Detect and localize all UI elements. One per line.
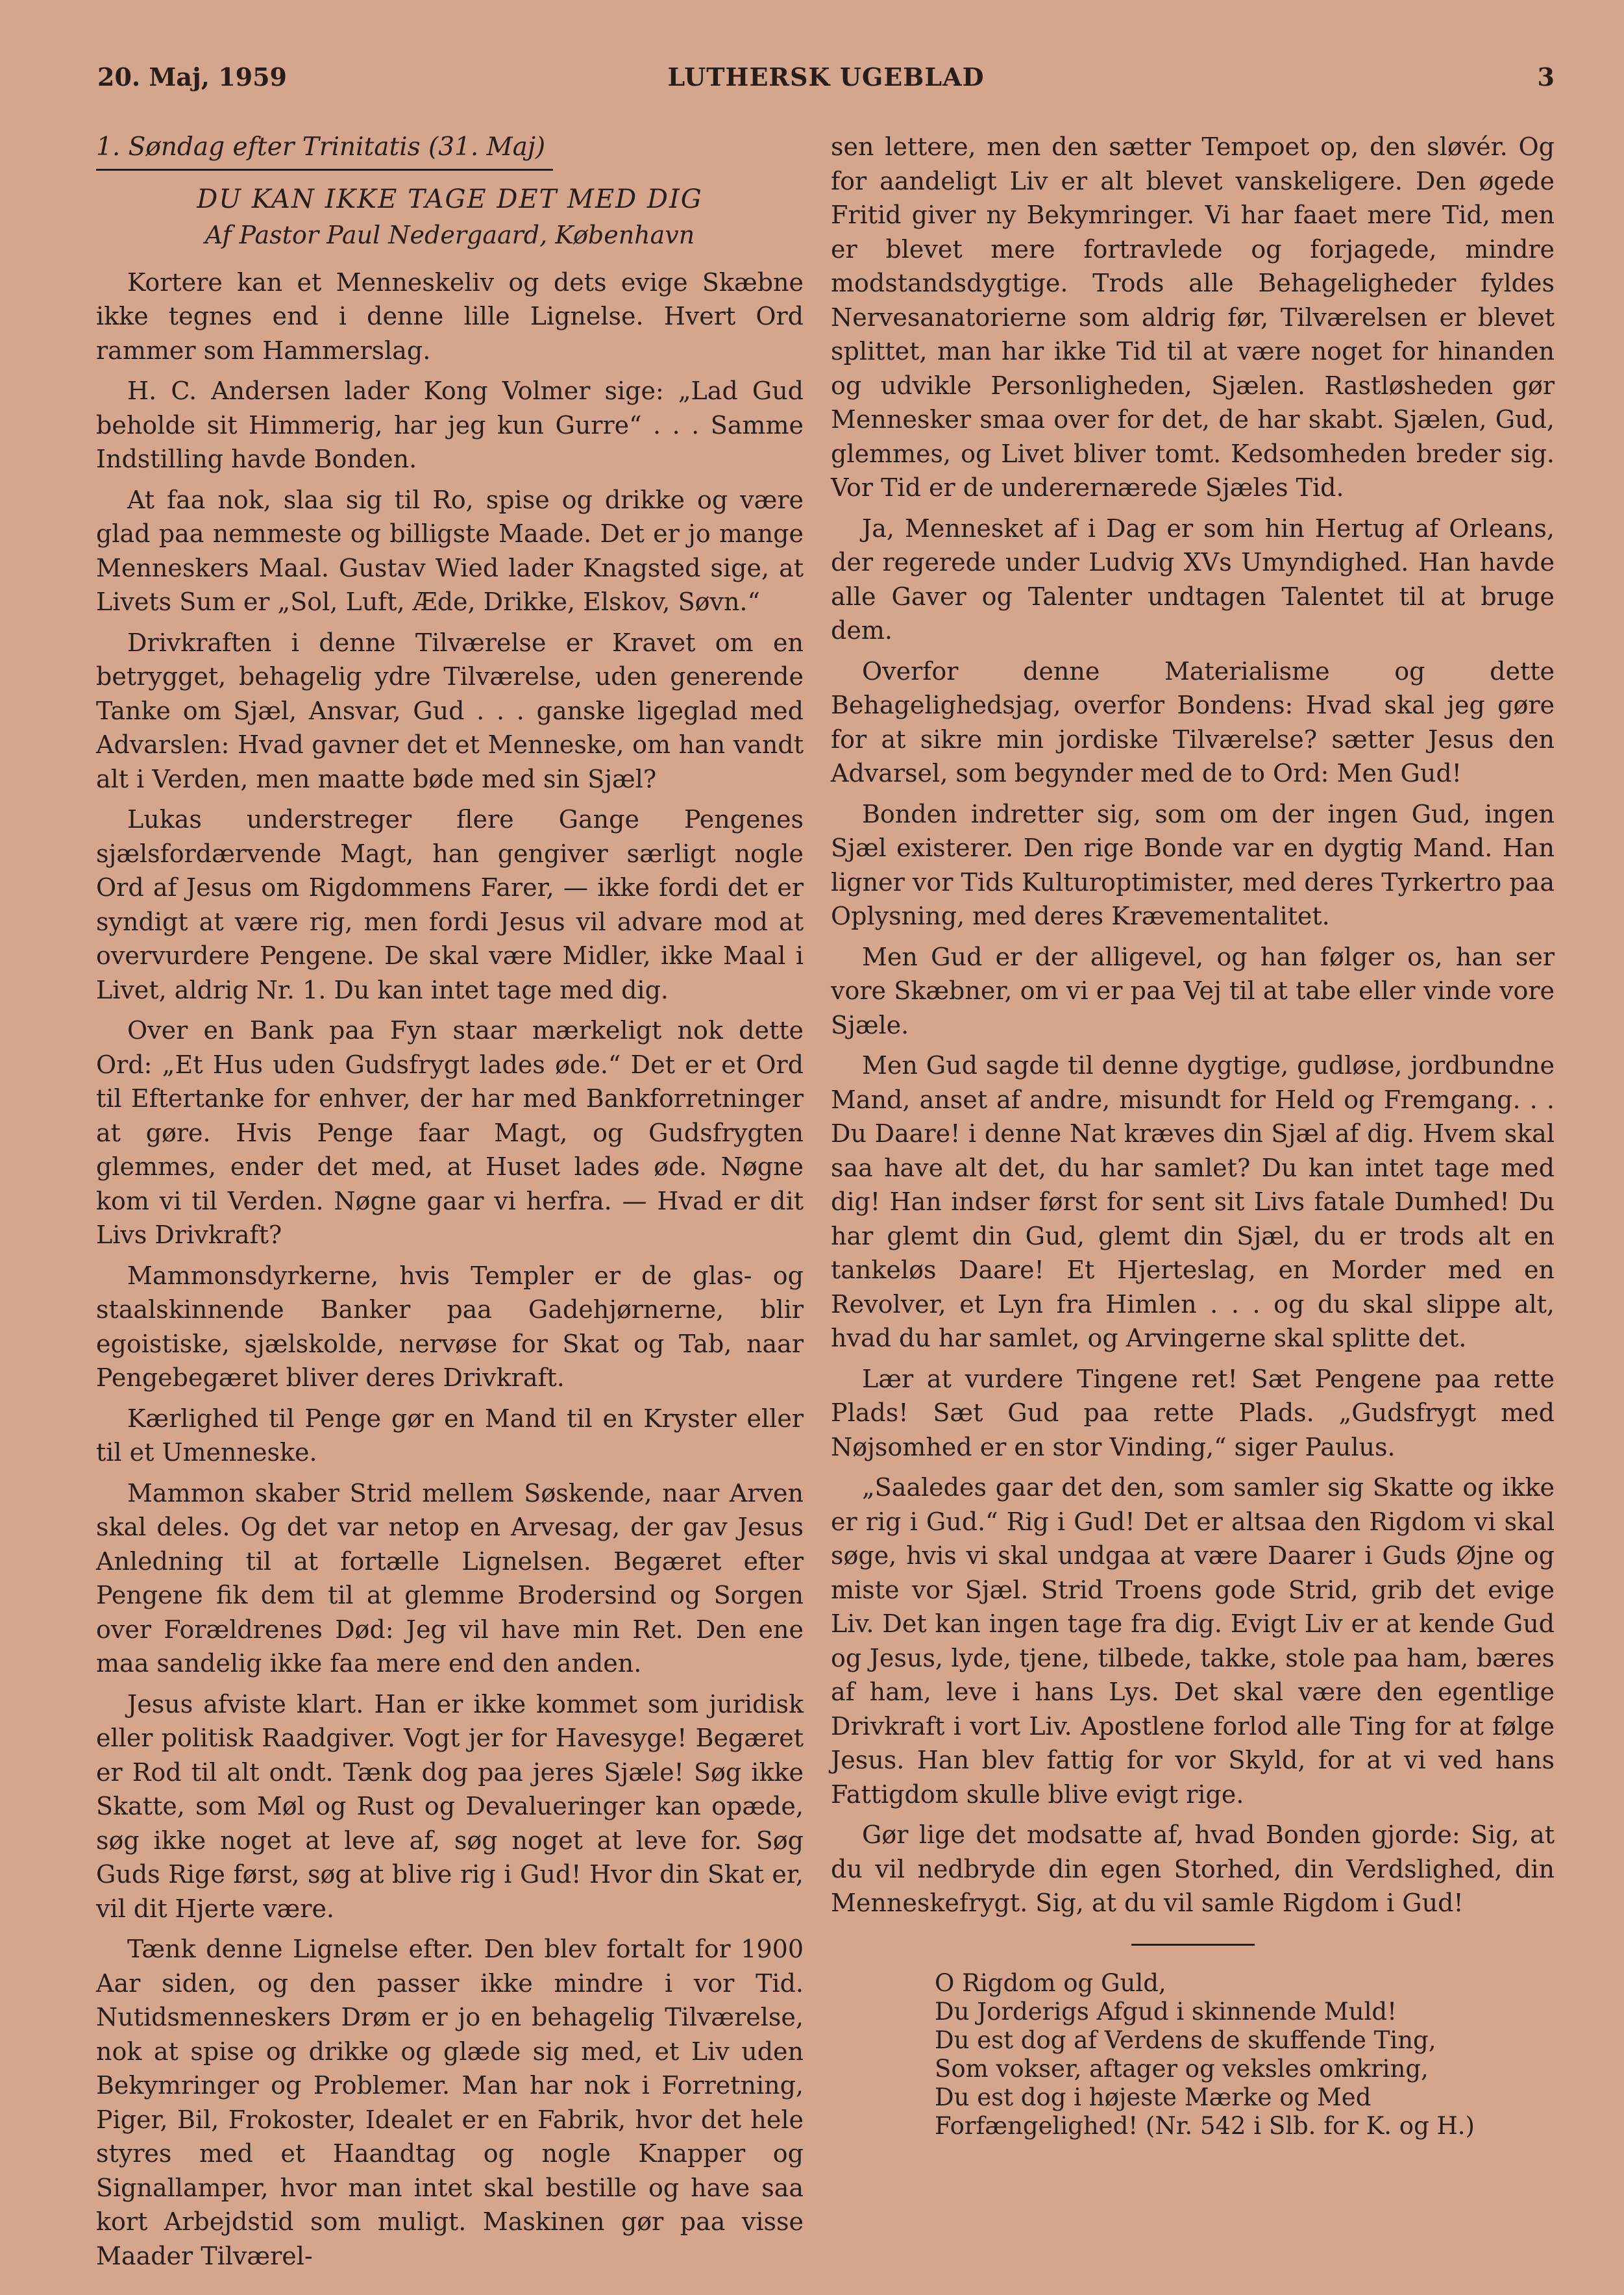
article-title: DU KAN IKKE TAGE DET MED DIG (197, 184, 703, 214)
paragraph: At faa nok, slaa sig til Ro, spise og drikke og være glad paa nemmeste og billigste Maade. Det er jo mange Menneskers Maal. Gustav Wied lader Knagsted sige, at Livets Sum er „Sol, Luft, Æde, Drikke, Elskov, Søvn.“ (96, 485, 804, 616)
page-number: 3 (1537, 62, 1555, 92)
hymn-verse (935, 1969, 1555, 2140)
sunday-heading: 1. Søndag efter Trinitatis (31. Maj) (96, 130, 553, 171)
paragraph: Over en Bank paa Fyn staar mærkeligt nok dette Ord: „Et Hus uden Gudsfrygt lades øde.“ Det er et Ord til Eftertanke for enhver, der har med Bankforretninger at gøre. Hvis Penge faar Magt, og Gudsfrygten glemmes, ender det med, at Huset lades øde. Nøgne kom vi til Verden. Nøgne gaar vi herfra. — Hvad er dit Livs Drivkraft? (96, 1016, 804, 1249)
paragraph: Gør lige det modsatte af, hvad Bonden gjorde: Sig, at du vil nedbryde din egen Storhed, din Verdslighed, din Menneskefrygt. Sig, at du vil samle Rigdom i Gud! (831, 1820, 1555, 1917)
hymn-line: Du est dog i højeste Mærke og Med (935, 2083, 1372, 2111)
paragraph: Bonden indretter sig, som om der ingen Gud, ingen Sjæl existerer. Den rige Bonde var en dygtig Mand. Han ligner vor Tids Kulturoptimister, med deres Tyrkertro paa Oplysning, med deres Krævementalitet. (831, 799, 1555, 930)
paragraph: H. C. Andersen lader Kong Volmer sige: „Lad Gud beholde sit Himmerig, har jeg kun Gurre“ . . . Samme Indstilling havde Bonden. (96, 377, 804, 473)
hymn-line: Forfængelighed! (Nr. 542 i Slb. for K. og H.) (935, 2111, 1475, 2140)
paragraph: Mammon skaber Strid mellem Søskende, naar Arven skal deles. Og det var netop en Arvesag, der gav Jesus Anledning til at fortælle Lignelsen. Begæret efter Pengene fik dem til at glemme Brodersind og Sorgen over Forældrenes Død: Jeg vil have min Ret. Den ene maa sandelig ikke faa mere end den anden. (96, 1478, 804, 1678)
hymn-line: O Rigdom og Guld, (935, 1968, 1166, 1997)
hymn-line: Du est dog af Verdens de skuffende Ting, (935, 2026, 1436, 2054)
paragraph: „Saaledes gaar det den, som samler sig Skatte og ikke er rig i Gud.“ Rig i Gud! Det er altsaa den Rigdom vi skal søge, hvis vi skal undgaa at være Daarer i Guds Øjne og miste vor Sjæl. Strid Troens gode Strid, grib det evige Liv. Det kan ingen tage fra dig. Evigt Liv er at kende Gud og Jesus, lyde, tjene, tilbede, takke, stole paa ham, bæres af ham, leve i hans Lys. Det skal være den egentlige Drivkraft i vort Liv. Apostlene forlod alle Ting for at følge Jesus. Han blev fattig for vor Skyld, for at vi ved hans Fattigdom skulle blive evigt rige. (831, 1473, 1555, 1809)
paragraph: Drivkraften i denne Tilværelse er Kravet om en betrygget, behagelig ydre Tilværelse, uden generende Tanke om Sjæl, Ansvar, Gud . . . ganske ligeglad med Advarslen: Hvad gavner det et Menneske, om han vandt alt i Verden, men maatte bøde med sin Sjæl? (96, 628, 804, 793)
article-author: Af Pastor Paul Nedergaard, København (204, 220, 695, 249)
paragraph: Men Gud sagde til denne dygtige, gudløse, jordbundne Mand, anset af andre, misundt for Held og Fremgang. . . Du Daare! i denne Nat kræves din Sjæl af dig. Hvem skal saa have alt det, du har samlet? Du kan intet tage med dig! Han indser først for sent sit Livs fatale Dumhed! Du har glemt din Gud, glemt din Sjæl, du er trods alt en tankeløs Daare! Et Hjerteslag, en Morder med en Revolver, et Lyn fra Himlen . . . og du skal slippe alt, hvad du har samlet, og Arvingerne skal splitte det. (831, 1051, 1555, 1352)
paragraph: Overfor denne Materialisme og dette Behagelighedsjag, overfor Bondens: Hvad skal jeg gøre for at sikre min jordiske Tilværelse? sætter Jesus den Advarsel, som begynder med de to Ord: Men Gud! (831, 656, 1555, 788)
paragraph: Tænk denne Lignelse efter. Den blev fortalt for 1900 Aar siden, og den passer ikke mindre i vor Tid. Nutidsmenneskers Drøm er jo en behagelig Tilværelse, nok at spise og drikke og glæde sig med, et Liv uden Bekymringer og Problemer. Man har nok i Forretning, Piger, Bil, Frokoster, Idealet er en Fabrik, hvor det hele styres med et Haandtag og nogle Knapper og Signallamper, hvor man intet skal bestille og have saa kort Arbejdstid som muligt. Maskinen gør paa visse Maader Tilværel- (96, 1935, 804, 2270)
paragraph: Jesus afviste klart. Han er ikke kommet som juridisk eller politisk Raadgiver. Vogt jer for Havesyge! Begæret er Rod til alt ondt. Tænk dog paa jeres Sjæle! Søg ikke Skatte, som Møl og Rust og Devalueringer kan opæde, søg ikke noget at leve af, søg noget at leve for. Søg Guds Rige først, søg at blive rig i Gud! Hvor din Skat er, vil dit Hjerte være. (96, 1689, 804, 1923)
issue-date: 20. Maj, 1959 (97, 62, 287, 92)
paragraph: Lær at vurdere Tingene ret! Sæt Pengene paa rette Plads! Sæt Gud paa rette Plads. „Gudsfrygt med Nøjsomhed er en stor Vinding,“ siger Paulus. (831, 1364, 1555, 1461)
publication-title: LUTHERSK UGEBLAD (667, 62, 985, 92)
paragraph: Men Gud er der alligevel, og han følger os, han ser vore Skæbner, om vi er paa Vej til at tabe eller vinde vore Sjæle. (831, 942, 1555, 1039)
paragraph: Ja, Mennesket af i Dag er som hin Hertug af Orleans, der regerede under Ludvig XVs Umyndighed. Han havde alle Gaver og Talenter undtagen Talentet til at bruge dem. (831, 514, 1555, 645)
paragraph: Lukas understreger flere Gange Pengenes sjælsfordærvende Magt, han gengiver særligt nogle Ord af Jesus om Rigdommens Farer, — ikke fordi det er syndigt at være rig, men fordi Jesus vil advare mod at overvurdere Pengene. De skal være Midler, ikke Maal i Livet, aldrig Nr. 1. Du kan intet tage med dig. (96, 805, 804, 1004)
left-column (96, 130, 804, 2279)
paragraph-continued: sen lettere, men den sætter Tempoet op, den sløvér. Og for aandeligt Liv er alt blevet vanskeligere. Den øgede Fritid giver ny Bekymringer. Vi har faaet mere Tid, men er blevet mere fortravlede og forjagede, mindre modstandsdygtige. Trods alle Behageligheder fyldes Nervesanatorierne som aldrig før, Tilværelsen er blevet splittet, man har ikke Tid til at være noget for hinanden og udvikle Personligheden, Sjælen. Rastløsheden gør Mennesker smaa over for det, de har skabt. Sjælen, Gud, glemmes, og Livet bliver tomt. Kedsomheden breder sig. Vor Tid er de underernærede Sjæles Tid. (831, 132, 1555, 502)
page-header (97, 62, 1555, 108)
paragraph: Kærlighed til Penge gør en Mand til en Kryster eller til et Umenneske. (96, 1404, 804, 1467)
section-divider (1131, 1944, 1255, 1946)
paragraph: Kortere kan et Menneskeliv og dets evige Skæbne ikke tegnes end i denne lille Lignelse. Hvert Ord rammer som Hammerslag. (96, 267, 804, 365)
paragraph: Mammonsdyrkerne, hvis Templer er de glas- og staalskinnende Banker paa Gadehjørnerne, blir egoistiske, sjælskolde, nervøse for Skat og Tab, naar Pengebegæret bliver deres Drivkraft. (96, 1261, 804, 1392)
right-column (831, 130, 1555, 2140)
hymn-line: Du Jorderigs Afgud i skinnende Muld! (935, 1997, 1397, 2026)
hymn-line: Som vokser, aftager og veksles omkring, (935, 2054, 1429, 2083)
